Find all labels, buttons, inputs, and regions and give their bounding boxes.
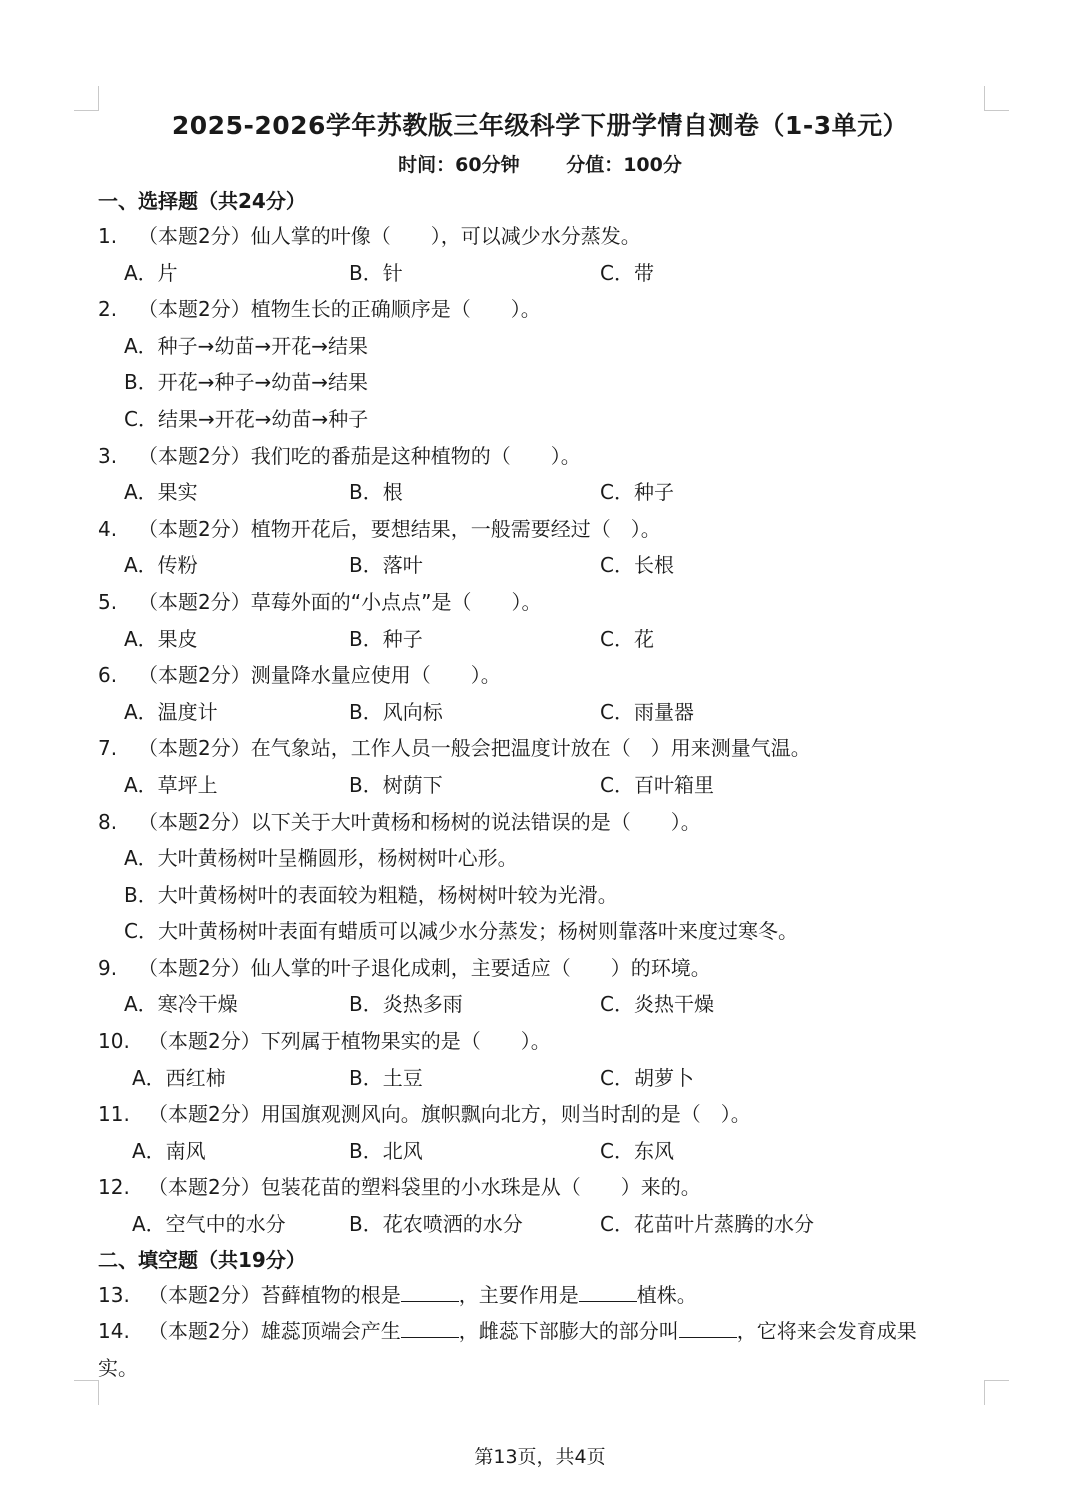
- question-number: 3.: [98, 443, 118, 468]
- question-2: [98, 291, 978, 328]
- question-text: （本题2分）以下关于大叶黄杨和杨树的说法错误的是（ ）。: [138, 809, 701, 834]
- question-number: 13.: [98, 1282, 130, 1307]
- question-text: （本题2分）用国旗观测风向。旗帜飘向北方，则当时刮的是（ ）。: [148, 1102, 751, 1127]
- option-a: A．传粉: [124, 553, 198, 578]
- question-12: [98, 1169, 978, 1206]
- option-b: B．种子: [349, 626, 423, 651]
- option-b: B．开花→种子→幼苗→结果: [124, 370, 368, 395]
- question-text-part: （本题2分）苔藓植物的根是: [148, 1282, 401, 1307]
- option-c: C．东风: [600, 1138, 674, 1163]
- question-number: 9.: [98, 955, 118, 980]
- option-c: C．花苗叶片蒸腾的水分: [600, 1212, 814, 1237]
- page-title: 2025-2026学年苏教版三年级科学下册学情自测卷（1-3单元）: [171, 111, 909, 140]
- answer-blank[interactable]: [579, 1283, 637, 1302]
- question-text: （本题2分）在气象站，工作人员一般会把温度计放在（ ）用来测量气温。: [138, 736, 811, 761]
- option-c: C．结果→开花→幼苗→种子: [124, 406, 369, 431]
- question-11-options: [98, 1133, 978, 1170]
- question-number: 8.: [98, 809, 118, 834]
- question-text: （本题2分）植物开花后，要想结果，一般需要经过（ ）。: [138, 516, 661, 541]
- question-text: （本题2分）下列属于植物果实的是（ ）。: [148, 1029, 551, 1054]
- option-a: A．片: [124, 260, 178, 285]
- exam-content: [98, 184, 978, 1386]
- option-c: C．长根: [600, 553, 674, 578]
- question-text: （本题2分）包装花苗的塑料袋里的小水珠是从（ ）来的。: [148, 1175, 701, 1200]
- question-3: [98, 438, 978, 475]
- option-b: B．土豆: [349, 1065, 423, 1090]
- question-6-options: [98, 694, 978, 731]
- question-11: [98, 1096, 978, 1133]
- option-a: A．空气中的水分: [132, 1212, 286, 1237]
- question-number: 10.: [98, 1029, 130, 1054]
- question-text: （本题2分）植物生长的正确顺序是（ ）。: [138, 297, 541, 322]
- exam-score: 分值：100分: [566, 154, 682, 176]
- question-4-options: [98, 547, 978, 584]
- option-a: A．果实: [124, 480, 198, 505]
- question-number: 1.: [98, 224, 118, 248]
- question-8: [98, 804, 978, 841]
- question-5-options: [98, 621, 978, 658]
- question-text-part: ，雌蕊下部膨大的部分叫: [458, 1319, 679, 1344]
- option-b: B．大叶黄杨树叶的表面较为粗糙，杨树树叶较为光滑。: [124, 882, 618, 907]
- question-number: 12.: [98, 1175, 130, 1200]
- option-a: A．草坪上: [124, 772, 218, 797]
- option-a: A．种子→幼苗→开花→结果: [124, 333, 368, 358]
- question-12-options: [98, 1206, 978, 1243]
- question-14: [98, 1313, 978, 1350]
- option-a: A．大叶黄杨树叶呈椭圆形，杨树树叶心形。: [124, 846, 518, 871]
- answer-blank[interactable]: [679, 1319, 737, 1338]
- question-number: 11.: [98, 1102, 130, 1127]
- option-b: B．炎热多雨: [349, 992, 463, 1017]
- option-a: A．南风: [132, 1138, 206, 1163]
- question-number: 4.: [98, 516, 118, 541]
- option-b: B．落叶: [349, 553, 423, 578]
- question-text: （本题2分）草莓外面的“小点点”是（ ）。: [138, 589, 542, 614]
- question-text-part: ，主要作用是: [458, 1282, 579, 1307]
- question-number: 7.: [98, 736, 118, 761]
- question-10: [98, 1023, 978, 1060]
- option-c: C．带: [600, 260, 654, 285]
- question-9-options: [98, 986, 978, 1023]
- option-c: C．百叶箱里: [600, 772, 714, 797]
- crop-mark-bottom-right: [984, 1380, 1009, 1405]
- question-6: [98, 657, 978, 694]
- option-b: B．树荫下: [349, 772, 443, 797]
- question-number: 5.: [98, 589, 118, 614]
- question-1: [98, 218, 978, 255]
- question-text: （本题2分）仙人掌的叶子退化成刺，主要适应（ ）的环境。: [138, 955, 711, 980]
- option-b: B．针: [349, 260, 403, 285]
- question-text-part: （本题2分）雄蕊顶端会产生: [148, 1319, 401, 1344]
- option-a: A．果皮: [124, 626, 198, 651]
- page-footer: 第13页，共4页: [474, 1446, 606, 1468]
- option-b: B．北风: [349, 1138, 423, 1163]
- option-c: C．花: [600, 626, 654, 651]
- question-10-options: [98, 1060, 978, 1097]
- exam-time: 时间：60分钟: [398, 154, 520, 176]
- answer-blank[interactable]: [401, 1319, 459, 1338]
- exam-meta: [0, 150, 1080, 177]
- crop-mark-bottom-left: [74, 1380, 99, 1405]
- option-b: B．花农喷洒的水分: [349, 1212, 523, 1237]
- question-text: （本题2分）仙人掌的叶像（ ），可以减少水分蒸发。: [138, 224, 641, 248]
- question-7-options: [98, 767, 978, 804]
- question-9: [98, 950, 978, 987]
- question-14-continuation: 实。: [98, 1355, 138, 1380]
- option-b: B．根: [349, 480, 403, 505]
- question-text: （本题2分）我们吃的番茄是这种植物的（ ）。: [138, 443, 581, 468]
- option-c: C．胡萝卜: [600, 1065, 694, 1090]
- question-text-part: 植株。: [636, 1282, 697, 1307]
- question-5: [98, 584, 978, 621]
- question-4: [98, 511, 978, 548]
- section-heading-choice: 一、选择题（共24分）: [98, 189, 306, 213]
- question-13: [98, 1277, 978, 1314]
- option-c: C．雨量器: [600, 699, 694, 724]
- question-number: 2.: [98, 297, 118, 322]
- answer-blank[interactable]: [401, 1283, 459, 1302]
- option-a: A．西红柿: [132, 1065, 226, 1090]
- question-3-options: [98, 474, 978, 511]
- option-c: C．炎热干燥: [600, 992, 714, 1017]
- question-1-options: [98, 255, 978, 292]
- question-text: （本题2分）测量降水量应使用（ ）。: [138, 663, 501, 688]
- option-b: B．风向标: [349, 699, 443, 724]
- section-heading-fill: 二、填空题（共19分）: [98, 1247, 306, 1272]
- question-number: 14.: [98, 1319, 130, 1344]
- question-text-part: ，它将来会发育成果: [736, 1319, 917, 1344]
- option-c: C．大叶黄杨树叶表面有蜡质可以减少水分蒸发；杨树则靠落叶来度过寒冬。: [124, 919, 798, 944]
- option-a: A．温度计: [124, 699, 218, 724]
- question-number: 6.: [98, 663, 118, 688]
- option-a: A．寒冷干燥: [124, 992, 238, 1017]
- question-7: [98, 730, 978, 767]
- option-c: C．种子: [600, 480, 674, 505]
